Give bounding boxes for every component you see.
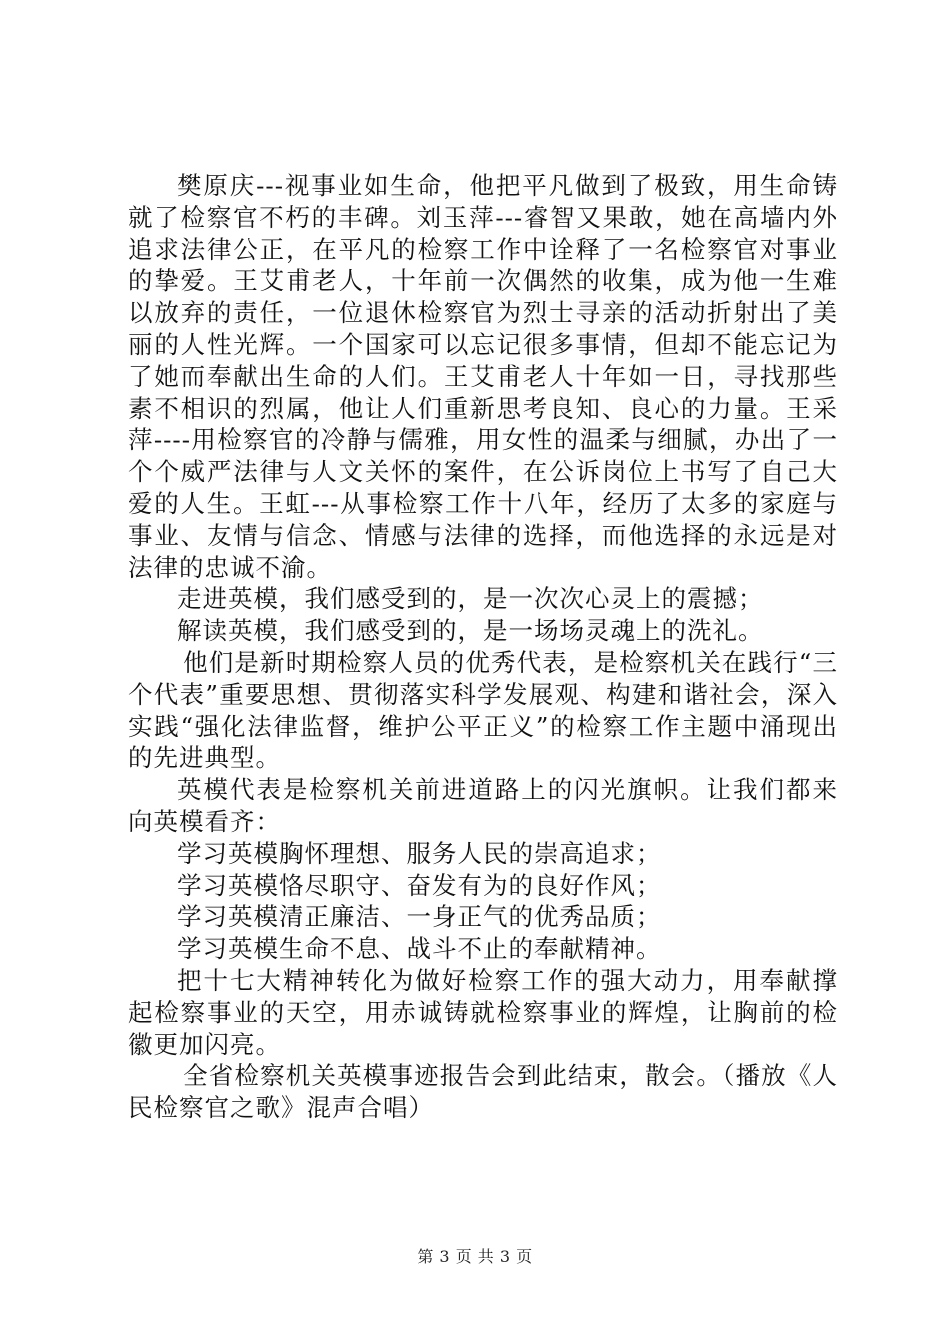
document-body: [128, 170, 838, 1124]
paragraph-learn-duty: 学习英模恪尽职守、奋发有为的良好作风；: [177, 870, 662, 900]
paragraph-learn-ideals: 学习英模胸怀理想、服务人民的崇高追求；: [177, 838, 662, 868]
paragraph-closing: 全省检察机关英模事迹报告会到此结束，散会。（播放《人民检察官之歌》混声合唱）: [128, 1061, 838, 1123]
paragraph-interpret-heroes: 解读英模，我们感受到的，是一场场灵魂上的洗礼。: [177, 616, 764, 646]
paragraph-heroes-profiles: 樊原庆---视事业如生命，他把平凡做到了极致，用生命铸就了检察官不朽的丰碑。刘玉萍---睿智又果敢，她在高墙内外追求法律公正，在平凡的检察工作中诠释了一名检察官对事业的挚爱。王艾甫老人，十年前一次偶然的收集，成为他一生难以放弃的责任，一位退休检察官为烈士寻亲的活动折射出了美丽的人性光辉。一个国家可以忘记很多事情，但却不能忘记为了她而奉献出生命的人们。王艾甫老人十年如一日，寻找那些素不相识的烈属，他让人们重新思考良知、良心的力量。王采萍----用检察官的冷静与儒雅，用女性的温柔与细腻，办出了一个个威严法律与人文关怀的案件，在公诉岗位上书写了自己大爱的人生。王虹---从事检察工作十八年，经历了太多的家庭与事业、友情与信念、情感与法律的选择，而他选择的永远是对法律的忠诚不渝。: [128, 171, 838, 582]
paragraph-congress-spirit: 把十七大精神转化为做好检察工作的强大动力，用奉献撑起检察事业的天空，用赤诚铸就检察事业的辉煌，让胸前的检徽更加闪亮。: [128, 965, 838, 1059]
paragraph-learn-integrity: 学习英模清正廉洁、一身正气的优秀品质；: [177, 902, 662, 932]
paragraph-approach-heroes: 走进英模，我们感受到的，是一次次心灵上的震撼；: [177, 584, 764, 614]
paragraph-representatives: 他们是新时期检察人员的优秀代表，是检察机关在践行“三个代表”重要思想、贯彻落实科学发展观、构建和谐社会，深入实践“强化法律监督，维护公平正义”的检察工作主题中涌现出的先进典型。: [128, 647, 838, 773]
paragraph-banner: 英模代表是检察机关前进道路上的闪光旗帜。让我们都来向英模看齐：: [128, 775, 838, 836]
page-footer: 第 3 页 共 3 页: [417, 1247, 533, 1266]
paragraph-learn-dedication: 学习英模生命不息、战斗不止的奉献精神。: [177, 934, 662, 964]
